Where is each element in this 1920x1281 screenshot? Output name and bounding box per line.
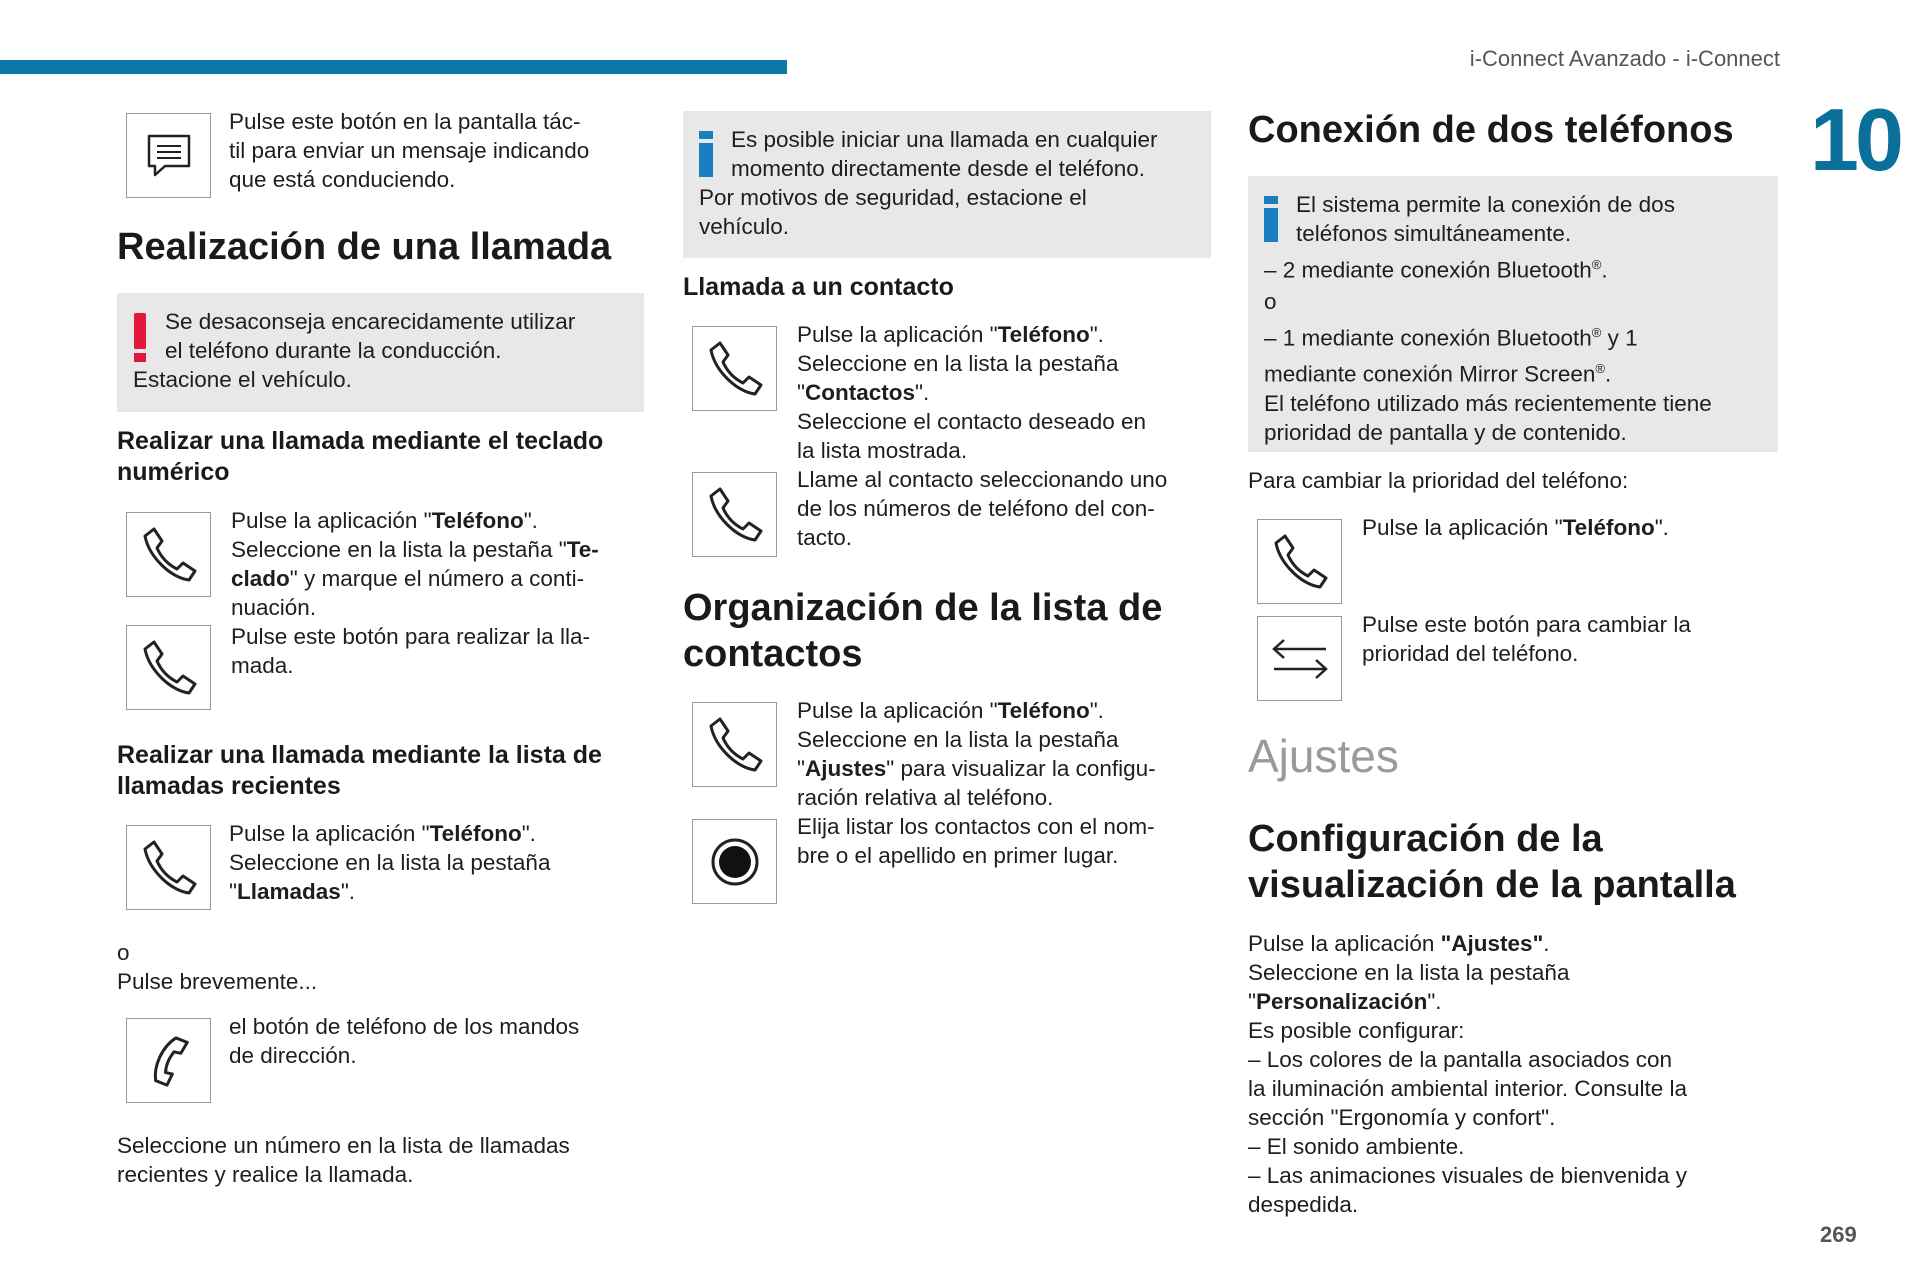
steering-control-step: el botón de teléfono de los mandos de dirección. — [117, 1018, 644, 1103]
phone-app-icon-box — [692, 702, 777, 787]
subheading-contact: Llamada a un contacto — [683, 273, 954, 301]
heading-call: Realización de una llamada — [117, 226, 612, 268]
warning-icon — [133, 307, 165, 365]
heading-display-config: Configuración de la visualización de la pantalla — [1248, 818, 1736, 906]
chapter-number: 10 — [1810, 90, 1900, 189]
press-briefly-text: Pulse brevemente... — [117, 969, 318, 994]
contact-number-icon-box — [692, 472, 777, 557]
subheading-recent: Realizar una llamada mediante la lista de llamadas recientes — [117, 741, 602, 800]
phone-icon — [1268, 530, 1332, 594]
priority-intro: Para cambiar la prioridad del teléfono: — [1248, 468, 1629, 493]
phone-app-icon-box — [1257, 519, 1342, 604]
message-button-icon-box — [126, 113, 211, 198]
message-instruction: Pulse este botón en la pantalla tác- til para enviar un mensaje indicando que está conduciendo. — [117, 113, 644, 198]
phone-app-icon-box — [126, 512, 211, 597]
or-text: o — [117, 940, 130, 965]
info-note: Es posible iniciar una llamada en cualquier momento directamente desde el teléfono. Por motivos de seguridad, estacione el vehículo. — [683, 111, 1211, 258]
steering-phone-icon-box — [126, 1018, 211, 1103]
swap-priority-icon-box — [1257, 616, 1342, 701]
select-recent-text: Seleccione un número en la lista de llamadas recientes y realice la llamada. — [117, 1133, 570, 1187]
phone-icon — [703, 483, 767, 547]
page-number: 269 — [1820, 1222, 1857, 1247]
phone-icon — [137, 636, 201, 700]
message-icon — [141, 128, 197, 184]
phone-icon — [137, 523, 201, 587]
info-note: El sistema permite la conexión de dos teléfonos simultáneamente. – 2 mediante conexión Bluetooth®. o – 1 mediante conexión Bluetooth® y 1 mediante conexión Mirror Screen®. El teléfono utilizado más recientemente tiene prioridad de pantalla y de contenido. — [1248, 176, 1778, 452]
radio-option-icon-box — [692, 819, 777, 904]
swap-arrows-icon — [1268, 631, 1332, 687]
subheading-keypad: Realizar una llamada mediante el teclado numérico — [117, 427, 604, 486]
steering-phone-icon — [141, 1031, 197, 1091]
phone-icon — [137, 836, 201, 900]
heading-two-phones: Conexión de dos teléfonos — [1248, 109, 1734, 151]
phone-icon — [703, 713, 767, 777]
info-icon — [699, 125, 731, 183]
phone-app-icon-box — [126, 825, 211, 910]
call-button-icon-box — [126, 625, 211, 710]
display-config-text: Pulse la aplicación "Ajustes". Seleccione en la lista la pestaña "Personalización". Es posible configurar: – Los colores de la pantalla asociados con la iluminación ambiental interior. Consulte la sección "Ergonomía y confort". – El sonido ambiente. – Las animaciones visuales de bienvenida y despedida. — [1248, 931, 1688, 1217]
info-icon — [1264, 190, 1296, 248]
radio-button-icon — [707, 834, 763, 890]
recent-steps: Pulse la aplicación "Teléfono". Seleccione en la lista la pestaña "Llamadas". — [117, 825, 644, 910]
header-accent-bar — [0, 60, 787, 74]
section-title-ajustes: Ajustes — [1248, 730, 1399, 782]
section-header: i-Connect Avanzado - i-Connect — [1469, 46, 1780, 71]
phone-app-icon-box — [692, 326, 777, 411]
phone-icon — [703, 337, 767, 401]
heading-organize: Organización de la lista de contactos — [683, 587, 1163, 675]
warning-note: Se desaconseja encarecidamente utilizar el teléfono durante la conducción. Estacione el vehículo. — [117, 293, 644, 412]
